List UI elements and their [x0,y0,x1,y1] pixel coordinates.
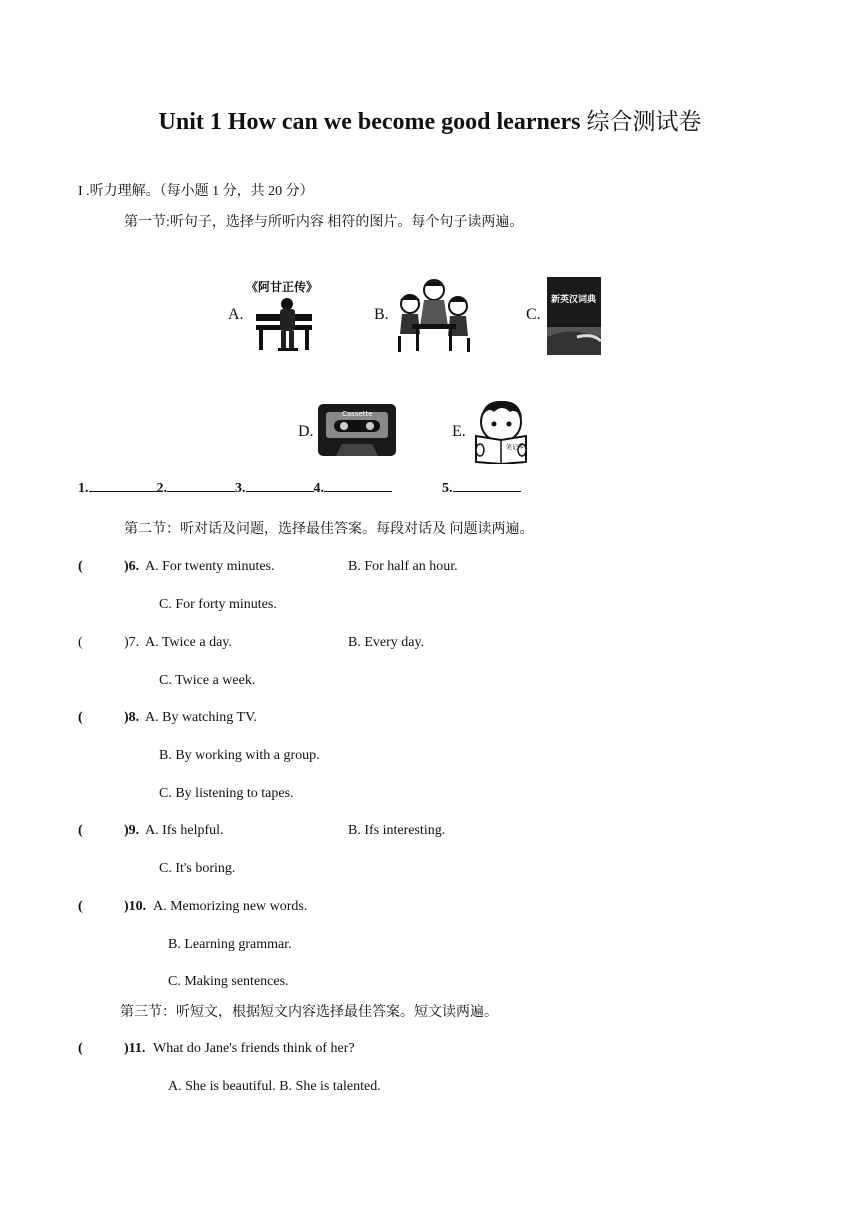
question-number: )7. [124,635,140,650]
picture-a-label: A. [228,306,244,323]
group-of-students-icon [394,278,474,354]
question-number: )6. [124,559,140,574]
part1-instruction: 第一节:听句子，选择与所听内容 相符的图片。每个句子读两遍。 [124,215,524,230]
question-number: )8. [124,710,140,725]
dictionary-icon [547,277,601,355]
picture-c-label: C. [526,306,541,323]
option-c: C. Making sentences. [168,974,289,989]
picture-d-label: D. [298,423,314,440]
blank-2-line[interactable] [167,477,235,492]
page-title [0,103,860,136]
answer-blank-5 [442,477,521,497]
blank-3-line[interactable] [246,477,314,492]
answer-paren-open[interactable]: ( [78,710,83,725]
option-c: C. For forty minutes. [159,597,277,612]
picture-e-caption: 笔记本 [506,444,525,451]
option-b: B. Learning grammar. [168,937,292,952]
picture-e-label: E. [452,423,466,440]
blank-4-line[interactable] [324,477,392,492]
blank-5-line[interactable] [453,477,521,492]
picture-c-caption: 新英汉词典 [551,295,597,305]
option-c: C. It's boring. [159,861,236,876]
option-a: A. Ifs helpful. [145,823,224,838]
option-b: B. For half an hour. [348,559,458,574]
option-a: A. For twenty minutes. [145,559,275,574]
question-number: )10. [124,899,147,914]
person-on-bench-icon [254,298,316,352]
answer-paren-open[interactable]: ( [78,1041,83,1056]
picture-b-label: B. [374,306,389,323]
part2-instruction: 第二节：听对话及问题，选择最佳答案。每段对话及 问题读两遍。 [124,522,534,537]
option-a: A. Twice a day. [145,635,232,650]
blank-3-number: 3. [235,481,246,496]
option-a: A. Memorizing new words. [153,899,308,914]
blank-5-number: 5. [442,481,453,496]
answer-paren-open[interactable]: ( [78,635,83,650]
option-c: C. Twice a week. [159,673,256,688]
blank-1-number: 1. [78,481,89,496]
answer-blanks-row [78,477,392,497]
picture-d-caption: Cassette [342,410,373,418]
question-stem: What do Jane's friends think of her? [153,1041,355,1056]
option-b: B. By working with a group. [159,748,320,763]
blank-1-line[interactable] [89,477,157,492]
option-b: B. Every day. [348,635,425,650]
answer-paren-open[interactable]: ( [78,899,83,914]
blank-4-number: 4. [313,481,324,496]
question-number: )9. [124,823,140,838]
answer-paren-open[interactable]: ( [78,823,83,838]
question-number: )11. [124,1041,146,1056]
blank-2-number: 2. [156,481,167,496]
title-english: Unit 1 How can we become good learners [158,109,581,135]
boy-reading-icon [472,398,530,464]
options-line: A. She is beautiful. B. She is talented. [168,1079,381,1094]
part3-instruction: 第三节：听短文，根据短文内容选择最佳答案。短文读两遍。 [120,1005,498,1020]
option-b: B. Ifs interesting. [348,823,446,838]
section-heading: I .听力理解。（每小题 1 分，共 20 分） [78,184,314,199]
picture-a-caption: 《阿甘正传》 [246,280,319,294]
title-chinese: 综合测试卷 [586,109,702,135]
answer-paren-open[interactable]: ( [78,559,83,574]
option-a: A. By watching TV. [145,710,257,725]
option-c: C. By listening to tapes. [159,786,294,801]
